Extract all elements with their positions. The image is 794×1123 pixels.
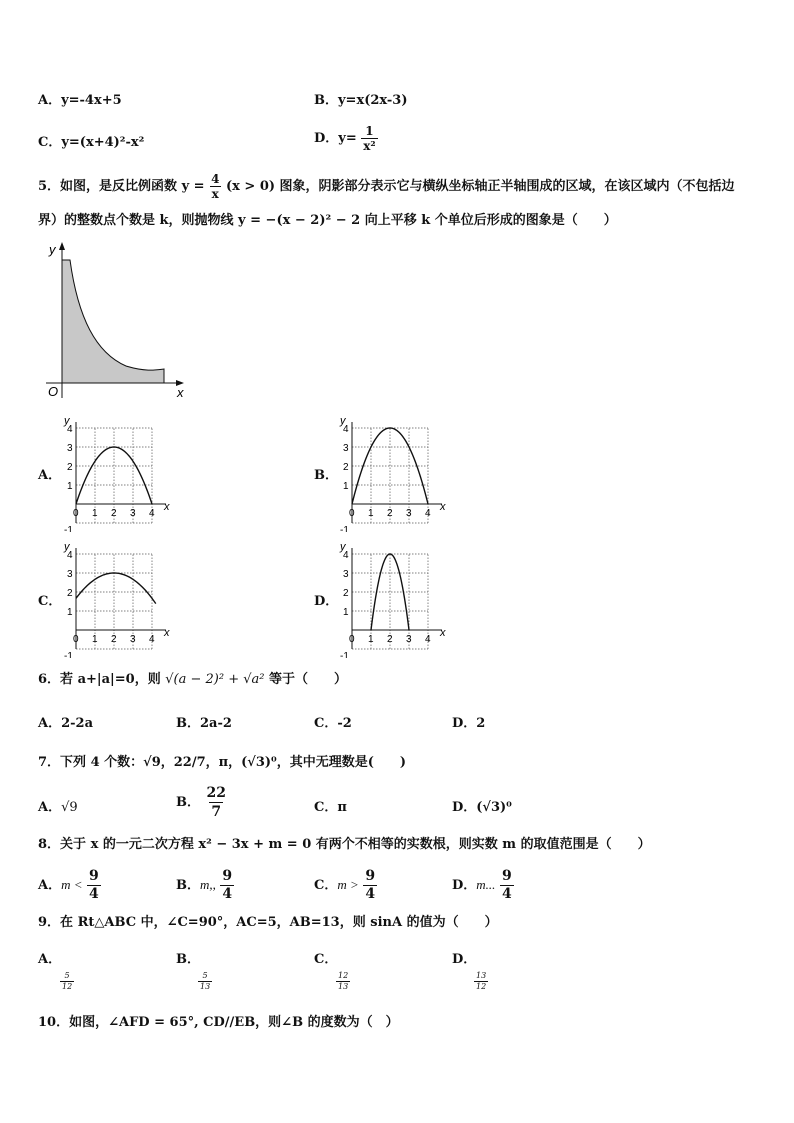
q9-stem: 9．在 Rt△ABC 中，∠C=90°，AC=5，AB=13，则 sinA 的值为（ ） [38, 915, 498, 930]
y-axis-label: y [64, 541, 70, 553]
y-axis-label: y [64, 415, 70, 427]
y-tick-label: 4 [343, 424, 349, 435]
q5-option-b-label[interactable]: B． [314, 468, 338, 483]
x-tick-label: 2 [387, 634, 393, 645]
q4-d-fraction: $\frac{1}{\text{x²}}$ [363, 124, 376, 153]
y-tick-label: 1 [67, 481, 73, 492]
q6-option-a[interactable]: A．2-2a [38, 716, 93, 731]
q7-stem: 7．下列 4 个数：√9，22/7，π，(√3)⁰，其中无理数是( ) [38, 755, 407, 770]
y-tick-label: 3 [343, 569, 349, 580]
q5-fig-x-label: x [177, 385, 184, 400]
y-tick-label: 2 [343, 588, 349, 599]
q5-graph-c[interactable] [56, 530, 176, 658]
q5-fraction: $\frac{4}{x}$ [211, 172, 220, 201]
y-tick-label: 1 [343, 607, 349, 618]
y-tick-label: 3 [67, 443, 73, 454]
q5-option-d-label[interactable]: D． [314, 594, 339, 609]
q6-stem: 6．若 a+|a|=0，则 √(a − 2)² + √a² 等于（ ） [38, 672, 348, 687]
y-tick-label: 3 [67, 569, 73, 580]
q9-option-c[interactable]: C． $\frac{12}{13}$ [314, 952, 349, 991]
x-tick-label: 2 [111, 634, 117, 645]
q8-option-b[interactable]: B．m,, $\frac{9}{4}$ [176, 868, 233, 902]
x-tick-label: 0 [349, 634, 355, 645]
q4-option-b[interactable]: B．y=x(2x-3) [314, 93, 408, 108]
x-tick-label: 3 [130, 508, 136, 519]
x-tick-label: 2 [111, 508, 117, 519]
y-axis-label: y [340, 415, 346, 427]
q9-option-d[interactable]: D． $\frac{13}{12}$ [452, 952, 487, 991]
q7-option-b[interactable]: B． $\frac{22}{7}$ [176, 785, 227, 820]
q5-option-a-label[interactable]: A． [38, 468, 62, 483]
q6-expression: √(a − 2)² + √a² [165, 672, 265, 687]
q4-option-c[interactable]: C．y=(x+4)²-x² [38, 135, 145, 150]
q5-graph-b[interactable] [332, 404, 452, 532]
x-tick-label: 3 [130, 634, 136, 645]
parabola-curve [76, 573, 156, 604]
q5-line2: 界）的整数点个数是 k，则抛物线 y = −(x − 2)² − 2 向上平移 k 个单位后形成的图象是（ ） [38, 213, 617, 228]
y-tick-label: 1 [343, 481, 349, 492]
x-tick-label: 4 [425, 508, 431, 519]
x-tick-label: 1 [92, 634, 98, 645]
y-tick-label: 4 [343, 550, 349, 561]
q7-option-d[interactable]: D．(√3)⁰ [452, 800, 512, 815]
x-tick-label: 3 [406, 508, 412, 519]
q7-option-a[interactable]: A．√9 [38, 800, 78, 815]
y-tick-label: -1 [64, 651, 73, 658]
x-tick-label: 1 [92, 508, 98, 519]
q6-option-c[interactable]: C．-2 [314, 716, 352, 731]
y-tick-label: 3 [343, 443, 349, 454]
x-tick-label: 0 [349, 508, 355, 519]
q8-option-a[interactable]: A．m < $\frac{9}{4}$ [38, 868, 99, 902]
y-tick-label: -1 [64, 525, 73, 532]
x-tick-label: 2 [387, 508, 393, 519]
q4-option-a[interactable]: A．y=-4x+5 [38, 93, 122, 108]
x-tick-label: 4 [149, 508, 155, 519]
x-axis-label: x [164, 627, 170, 639]
q5-graph-d[interactable] [332, 530, 452, 658]
q6-option-d[interactable]: D．2 [452, 716, 486, 731]
x-tick-label: 0 [73, 634, 79, 645]
q5-fig-y-label: y [49, 242, 56, 257]
y-tick-label: -1 [340, 525, 349, 532]
q5-line1: 5．如图，是反比例函数 y = $\frac{4}{x}$ (x > 0) 图象，阴影部分表示它与横纵坐标轴正半轴围成的区域，在该区域内（不包括边 [38, 172, 735, 201]
x-tick-label: 1 [368, 634, 374, 645]
x-axis-label: x [440, 501, 446, 513]
q9-option-b[interactable]: B． $\frac{5}{13}$ [176, 952, 211, 991]
x-tick-label: 4 [149, 634, 155, 645]
y-axis-label: y [340, 541, 346, 553]
q5-fig-origin: O [48, 384, 59, 399]
y-tick-label: 4 [67, 550, 73, 561]
q8-stem: 8．关于 x 的一元二次方程 x² − 3x + m = 0 有两个不相等的实数根，则实数 m 的取值范围是（ ） [38, 837, 651, 852]
q6-option-b[interactable]: B．2a-2 [176, 716, 232, 731]
q5-hyperbola-figure [36, 238, 196, 400]
q5-graph-a[interactable] [56, 404, 176, 532]
q10-stem: 10．如图，∠AFD = 65°, CD//EB，则∠B 的度数为（ ） [38, 1015, 399, 1030]
q5-option-c-label[interactable]: C． [38, 594, 62, 609]
y-tick-label: 2 [67, 462, 73, 473]
x-axis-label: x [440, 627, 446, 639]
x-axis-label: x [164, 501, 170, 513]
x-tick-label: 4 [425, 634, 431, 645]
y-tick-label: -1 [340, 651, 349, 658]
q4-option-d[interactable]: D．y= $\frac{1}{\text{x²}}$ [314, 124, 376, 153]
y-tick-label: 2 [67, 588, 73, 599]
q7-b-fraction: $\frac{22}{7}$ [206, 785, 227, 820]
y-tick-label: 1 [67, 607, 73, 618]
x-tick-label: 3 [406, 634, 412, 645]
q7-option-c[interactable]: C．π [314, 800, 347, 815]
y-tick-label: 4 [67, 424, 73, 435]
y-tick-label: 2 [343, 462, 349, 473]
q8-option-d[interactable]: D．m... $\frac{9}{4}$ [452, 868, 512, 902]
x-tick-label: 1 [368, 508, 374, 519]
x-tick-label: 0 [73, 508, 79, 519]
q8-option-c[interactable]: C．m > $\frac{9}{4}$ [314, 868, 376, 902]
q9-option-a[interactable]: A． $\frac{5}{12}$ [38, 952, 73, 991]
